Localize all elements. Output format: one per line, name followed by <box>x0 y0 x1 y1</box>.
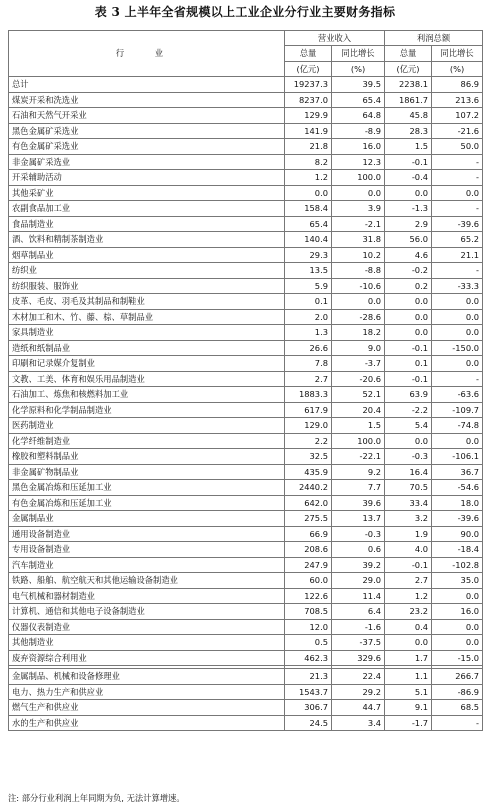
industry-name-cell: 通用设备制造业 <box>9 526 285 542</box>
profit-growth-cell: 0.0 <box>432 309 483 325</box>
industry-name-cell: 黑色金属冶炼和压延加工业 <box>9 480 285 496</box>
table-row <box>9 387 483 403</box>
table-row <box>9 495 483 511</box>
profit-total-cell: 0.0 <box>385 185 432 201</box>
revenue-total-cell: 129.0 <box>285 418 332 434</box>
industry-name-cell: 汽车制造业 <box>9 557 285 573</box>
profit-growth-cell: - <box>432 154 483 170</box>
profit-total-cell: 1.2 <box>385 588 432 604</box>
profit-growth-cell: -54.6 <box>432 480 483 496</box>
profit-growth-cell: 65.2 <box>432 232 483 248</box>
revenue-total-cell: 1.2 <box>285 170 332 186</box>
profit-growth-cell: 0.0 <box>432 356 483 372</box>
revenue-growth-cell: 3.9 <box>332 201 385 217</box>
profit-total-cell: 1.1 <box>385 669 432 685</box>
industry-name-cell: 水的生产和供应业 <box>9 715 285 731</box>
profit-total-cell: 0.2 <box>385 278 432 294</box>
revenue-growth-cell: 29.0 <box>332 573 385 589</box>
revenue-growth-cell: -20.6 <box>332 371 385 387</box>
table-row <box>9 588 483 604</box>
revenue-growth-cell: 3.4 <box>332 715 385 731</box>
revenue-growth-cell: -28.6 <box>332 309 385 325</box>
table-row <box>9 480 483 496</box>
table-row <box>9 92 483 108</box>
profit-growth-cell: 68.5 <box>432 700 483 716</box>
profit-total-cell: 1861.7 <box>385 92 432 108</box>
revenue-total-cell: 0.1 <box>285 294 332 310</box>
table-row <box>9 108 483 124</box>
industry-name-cell: 化学原料和化学制品制造业 <box>9 402 285 418</box>
revenue-total-cell: 2440.2 <box>285 480 332 496</box>
revenue-growth-cell: 20.4 <box>332 402 385 418</box>
table-row <box>9 340 483 356</box>
revenue-growth-cell: -10.6 <box>332 278 385 294</box>
table-row <box>9 511 483 527</box>
revenue-growth-cell: 18.2 <box>332 325 385 341</box>
profit-total-cell: 2.9 <box>385 216 432 232</box>
revenue-growth-cell: -8.9 <box>332 123 385 139</box>
industry-name-cell: 酒、饮料和精制茶制造业 <box>9 232 285 248</box>
revenue-total-cell: 8.2 <box>285 154 332 170</box>
profit-growth-cell: -21.6 <box>432 123 483 139</box>
revenue-total-cell: 129.9 <box>285 108 332 124</box>
profit-total-cell: 5.1 <box>385 684 432 700</box>
table-row <box>9 604 483 620</box>
revenue-growth-cell: -3.7 <box>332 356 385 372</box>
table-row <box>9 278 483 294</box>
revenue-total-cell: 247.9 <box>285 557 332 573</box>
table-row <box>9 542 483 558</box>
profit-growth-cell: - <box>432 201 483 217</box>
financial-table <box>8 30 483 731</box>
table-row <box>9 185 483 201</box>
profit-growth-cell: -74.8 <box>432 418 483 434</box>
table-row <box>9 464 483 480</box>
profit-growth-cell: - <box>432 263 483 279</box>
profit-total-cell: -0.3 <box>385 449 432 465</box>
table-row <box>9 170 483 186</box>
profit-total-cell: 1.5 <box>385 139 432 155</box>
table-row <box>9 700 483 716</box>
table-row <box>9 139 483 155</box>
profit-growth-cell: 50.0 <box>432 139 483 155</box>
profit-total-cell: 70.5 <box>385 480 432 496</box>
revenue-growth-header: 同比增长 <box>332 46 385 62</box>
table-row <box>9 573 483 589</box>
revenue-growth-cell: 44.7 <box>332 700 385 716</box>
profit-total-header: 总量 <box>385 46 432 62</box>
revenue-total-cell: 66.9 <box>285 526 332 542</box>
revenue-total-cell: 306.7 <box>285 700 332 716</box>
profit-growth-cell: 0.0 <box>432 588 483 604</box>
table-row <box>9 77 483 93</box>
footnote: 注: 部分行业利润上年同期为负, 无法计算增速。 <box>8 793 185 803</box>
profit-growth-cell: 35.0 <box>432 573 483 589</box>
revenue-total-cell: 13.5 <box>285 263 332 279</box>
profit-total-cell: 45.8 <box>385 108 432 124</box>
revenue-growth-cell: 31.8 <box>332 232 385 248</box>
industry-name-cell: 开采辅助活动 <box>9 170 285 186</box>
profit-growth-cell: -106.1 <box>432 449 483 465</box>
profit-growth-cell: 21.1 <box>432 247 483 263</box>
revenue-growth-cell: 6.4 <box>332 604 385 620</box>
profit-total-cell: 1.7 <box>385 650 432 666</box>
revenue-total-cell: 0.0 <box>285 185 332 201</box>
profit-total-cell: -0.1 <box>385 557 432 573</box>
industry-name-cell: 家具制造业 <box>9 325 285 341</box>
profit-total-unit: (亿元) <box>385 62 432 77</box>
profit-growth-cell: 0.0 <box>432 433 483 449</box>
table-row <box>9 619 483 635</box>
profit-total-cell: 16.4 <box>385 464 432 480</box>
industry-name-cell: 烟草制品业 <box>9 247 285 263</box>
revenue-total-cell: 2.7 <box>285 371 332 387</box>
revenue-total-cell: 2.0 <box>285 309 332 325</box>
revenue-growth-cell: 39.2 <box>332 557 385 573</box>
revenue-total-cell: 275.5 <box>285 511 332 527</box>
industry-name-cell: 医药制造业 <box>9 418 285 434</box>
revenue-growth-cell: 12.3 <box>332 154 385 170</box>
revenue-total-cell: 435.9 <box>285 464 332 480</box>
revenue-growth-cell: -1.6 <box>332 619 385 635</box>
profit-growth-cell: -150.0 <box>432 340 483 356</box>
profit-total-cell: -1.7 <box>385 715 432 731</box>
profit-total-cell: -0.1 <box>385 371 432 387</box>
table-row <box>9 669 483 685</box>
revenue-growth-cell: 39.6 <box>332 495 385 511</box>
table-row <box>9 557 483 573</box>
profit-total-cell: 0.0 <box>385 309 432 325</box>
revenue-total-cell: 141.9 <box>285 123 332 139</box>
revenue-growth-cell: 100.0 <box>332 170 385 186</box>
revenue-total-cell: 12.0 <box>285 619 332 635</box>
industry-name-cell: 计算机、通信和其他电子设备制造业 <box>9 604 285 620</box>
profit-growth-cell: 0.0 <box>432 185 483 201</box>
table-row <box>9 201 483 217</box>
revenue-total-cell: 65.4 <box>285 216 332 232</box>
table-row <box>9 309 483 325</box>
profit-growth-cell: 36.7 <box>432 464 483 480</box>
table-body <box>9 77 483 731</box>
profit-total-cell: -1.3 <box>385 201 432 217</box>
revenue-total-cell: 208.6 <box>285 542 332 558</box>
profit-total-cell: 2238.1 <box>385 77 432 93</box>
profit-growth-cell: -86.9 <box>432 684 483 700</box>
revenue-growth-cell: 0.6 <box>332 542 385 558</box>
profit-growth-cell: -39.6 <box>432 216 483 232</box>
revenue-total-cell: 26.6 <box>285 340 332 356</box>
revenue-growth-cell: 39.5 <box>332 77 385 93</box>
revenue-total-cell: 32.5 <box>285 449 332 465</box>
industry-name-cell: 木材加工和木、竹、藤、棕、草制品业 <box>9 309 285 325</box>
profit-total-cell: 0.0 <box>385 325 432 341</box>
profit-growth-unit: (%) <box>432 62 483 77</box>
industry-header: 行 业 <box>9 31 285 77</box>
profit-growth-cell: -102.8 <box>432 557 483 573</box>
revenue-growth-cell: 10.2 <box>332 247 385 263</box>
profit-total-cell: 0.1 <box>385 356 432 372</box>
profit-growth-cell: 90.0 <box>432 526 483 542</box>
profit-growth-cell: 0.0 <box>432 294 483 310</box>
revenue-total-cell: 1.3 <box>285 325 332 341</box>
revenue-growth-cell: 16.0 <box>332 139 385 155</box>
profit-total-cell: 56.0 <box>385 232 432 248</box>
table-row <box>9 294 483 310</box>
profit-total-cell: 4.0 <box>385 542 432 558</box>
profit-growth-cell: - <box>432 371 483 387</box>
table-row <box>9 232 483 248</box>
profit-growth-cell: 0.0 <box>432 325 483 341</box>
industry-name-cell: 石油加工、炼焦和核燃料加工业 <box>9 387 285 403</box>
profit-growth-cell: -15.0 <box>432 650 483 666</box>
revenue-growth-cell: 11.4 <box>332 588 385 604</box>
industry-name-cell: 造纸和纸制品业 <box>9 340 285 356</box>
profit-total-cell: 2.7 <box>385 573 432 589</box>
industry-name-cell: 其他采矿业 <box>9 185 285 201</box>
revenue-total-cell: 29.3 <box>285 247 332 263</box>
profit-total-cell: 3.2 <box>385 511 432 527</box>
revenue-growth-cell: 7.7 <box>332 480 385 496</box>
table-row <box>9 526 483 542</box>
revenue-growth-cell: -22.1 <box>332 449 385 465</box>
profit-growth-cell: 86.9 <box>432 77 483 93</box>
table-row <box>9 216 483 232</box>
industry-name-cell: 铁路、船舶、航空航天和其他运输设备制造业 <box>9 573 285 589</box>
industry-name-cell: 专用设备制造业 <box>9 542 285 558</box>
profit-total-cell: -2.2 <box>385 402 432 418</box>
profit-growth-cell: - <box>432 715 483 731</box>
revenue-growth-cell: 1.5 <box>332 418 385 434</box>
industry-name-cell: 纺织业 <box>9 263 285 279</box>
industry-name-cell: 石油和天然气开采业 <box>9 108 285 124</box>
profit-growth-cell: -63.6 <box>432 387 483 403</box>
profit-total-cell: -0.1 <box>385 340 432 356</box>
revenue-total-cell: 8237.0 <box>285 92 332 108</box>
revenue-growth-cell: 64.8 <box>332 108 385 124</box>
revenue-total-cell: 0.5 <box>285 635 332 651</box>
industry-name-cell: 橡胶和塑料制品业 <box>9 449 285 465</box>
industry-name-cell: 有色金属冶炼和压延加工业 <box>9 495 285 511</box>
revenue-total-cell: 617.9 <box>285 402 332 418</box>
profit-growth-cell: 107.2 <box>432 108 483 124</box>
table-row <box>9 635 483 651</box>
profit-growth-cell: 16.0 <box>432 604 483 620</box>
profit-total-cell: 0.0 <box>385 294 432 310</box>
profit-growth-cell: 266.7 <box>432 669 483 685</box>
industry-name-cell: 煤炭开采和洗选业 <box>9 92 285 108</box>
revenue-total-cell: 2.2 <box>285 433 332 449</box>
industry-name-cell: 电力、热力生产和供应业 <box>9 684 285 700</box>
table-row <box>9 356 483 372</box>
profit-total-cell: 0.0 <box>385 635 432 651</box>
table-row <box>9 371 483 387</box>
revenue-growth-cell: 13.7 <box>332 511 385 527</box>
revenue-growth-cell: 22.4 <box>332 669 385 685</box>
industry-name-cell: 食品制造业 <box>9 216 285 232</box>
profit-total-cell: 5.4 <box>385 418 432 434</box>
industry-name-cell: 金属制品、机械和设备修理业 <box>9 669 285 685</box>
revenue-growth-cell: 65.4 <box>332 92 385 108</box>
profit-total-cell: 28.3 <box>385 123 432 139</box>
industry-name-cell: 电气机械和器材制造业 <box>9 588 285 604</box>
industry-name-cell: 纺织服装、服饰业 <box>9 278 285 294</box>
profit-growth-cell: -39.6 <box>432 511 483 527</box>
revenue-growth-cell: 29.2 <box>332 684 385 700</box>
profit-total-cell: 0.4 <box>385 619 432 635</box>
industry-name-cell: 有色金属矿采选业 <box>9 139 285 155</box>
table-row <box>9 123 483 139</box>
revenue-total-cell: 122.6 <box>285 588 332 604</box>
revenue-group-header: 营业收入 <box>285 31 385 46</box>
table-row <box>9 449 483 465</box>
revenue-total-cell: 21.8 <box>285 139 332 155</box>
revenue-growth-cell: 9.0 <box>332 340 385 356</box>
profit-growth-cell: -33.3 <box>432 278 483 294</box>
revenue-growth-cell: 100.0 <box>332 433 385 449</box>
profit-total-cell: -0.4 <box>385 170 432 186</box>
profit-growth-cell: -18.4 <box>432 542 483 558</box>
revenue-growth-cell: 9.2 <box>332 464 385 480</box>
table-row <box>9 684 483 700</box>
profit-growth-cell: 213.6 <box>432 92 483 108</box>
revenue-growth-cell: 0.0 <box>332 185 385 201</box>
table-row <box>9 433 483 449</box>
revenue-total-header: 总量 <box>285 46 332 62</box>
revenue-total-cell: 19237.3 <box>285 77 332 93</box>
profit-growth-header: 同比增长 <box>432 46 483 62</box>
table-row <box>9 154 483 170</box>
profit-group-header: 利润总额 <box>385 31 483 46</box>
table-row <box>9 418 483 434</box>
revenue-total-cell: 60.0 <box>285 573 332 589</box>
profit-total-cell: 4.6 <box>385 247 432 263</box>
profit-total-cell: 33.4 <box>385 495 432 511</box>
industry-name-cell: 文教、工美、体育和娱乐用品制造业 <box>9 371 285 387</box>
profit-total-cell: 1.9 <box>385 526 432 542</box>
revenue-growth-unit: (%) <box>332 62 385 77</box>
profit-total-cell: 9.1 <box>385 700 432 716</box>
revenue-total-cell: 158.4 <box>285 201 332 217</box>
industry-name-cell: 非金属矿物制品业 <box>9 464 285 480</box>
industry-name-cell: 金属制品业 <box>9 511 285 527</box>
revenue-total-cell: 1883.3 <box>285 387 332 403</box>
revenue-growth-cell: -37.5 <box>332 635 385 651</box>
revenue-total-cell: 1543.7 <box>285 684 332 700</box>
revenue-growth-cell: -2.1 <box>332 216 385 232</box>
revenue-total-cell: 140.4 <box>285 232 332 248</box>
revenue-growth-cell: 0.0 <box>332 294 385 310</box>
industry-name-cell: 化学纤维制造业 <box>9 433 285 449</box>
revenue-total-cell: 24.5 <box>285 715 332 731</box>
table-row <box>9 247 483 263</box>
industry-name-cell: 非金属矿采选业 <box>9 154 285 170</box>
industry-name-cell: 黑色金属矿采选业 <box>9 123 285 139</box>
profit-total-cell: 23.2 <box>385 604 432 620</box>
revenue-total-cell: 21.3 <box>285 669 332 685</box>
revenue-growth-cell: -8.8 <box>332 263 385 279</box>
table-row <box>9 650 483 666</box>
profit-growth-cell: 18.0 <box>432 495 483 511</box>
profit-growth-cell: - <box>432 170 483 186</box>
revenue-growth-cell: 52.1 <box>332 387 385 403</box>
revenue-growth-cell: 329.6 <box>332 650 385 666</box>
profit-total-cell: 63.9 <box>385 387 432 403</box>
profit-growth-cell: 0.0 <box>432 635 483 651</box>
industry-name-cell: 燃气生产和供应业 <box>9 700 285 716</box>
table-row <box>9 325 483 341</box>
industry-name-cell: 皮革、毛皮、羽毛及其制品和制鞋业 <box>9 294 285 310</box>
table-row <box>9 402 483 418</box>
profit-growth-cell: 0.0 <box>432 619 483 635</box>
industry-name-cell: 废弃资源综合利用业 <box>9 650 285 666</box>
industry-name-cell: 印刷和记录媒介复制业 <box>9 356 285 372</box>
revenue-total-cell: 5.9 <box>285 278 332 294</box>
table-row <box>9 715 483 731</box>
table-row <box>9 263 483 279</box>
revenue-total-cell: 462.3 <box>285 650 332 666</box>
industry-name-cell: 农副食品加工业 <box>9 201 285 217</box>
revenue-total-unit: (亿元) <box>285 62 332 77</box>
profit-total-cell: -0.2 <box>385 263 432 279</box>
profit-growth-cell: -109.7 <box>432 402 483 418</box>
industry-name-cell: 总计 <box>9 77 285 93</box>
revenue-total-cell: 7.8 <box>285 356 332 372</box>
industry-name-cell: 仪器仪表制造业 <box>9 619 285 635</box>
profit-total-cell: 0.0 <box>385 433 432 449</box>
table-title: 表 3 上半年全省规模以上工业企业分行业主要财务指标 <box>94 5 396 19</box>
revenue-total-cell: 708.5 <box>285 604 332 620</box>
revenue-growth-cell: -0.3 <box>332 526 385 542</box>
industry-name-cell: 其他制造业 <box>9 635 285 651</box>
profit-total-cell: -0.1 <box>385 154 432 170</box>
revenue-total-cell: 642.0 <box>285 495 332 511</box>
